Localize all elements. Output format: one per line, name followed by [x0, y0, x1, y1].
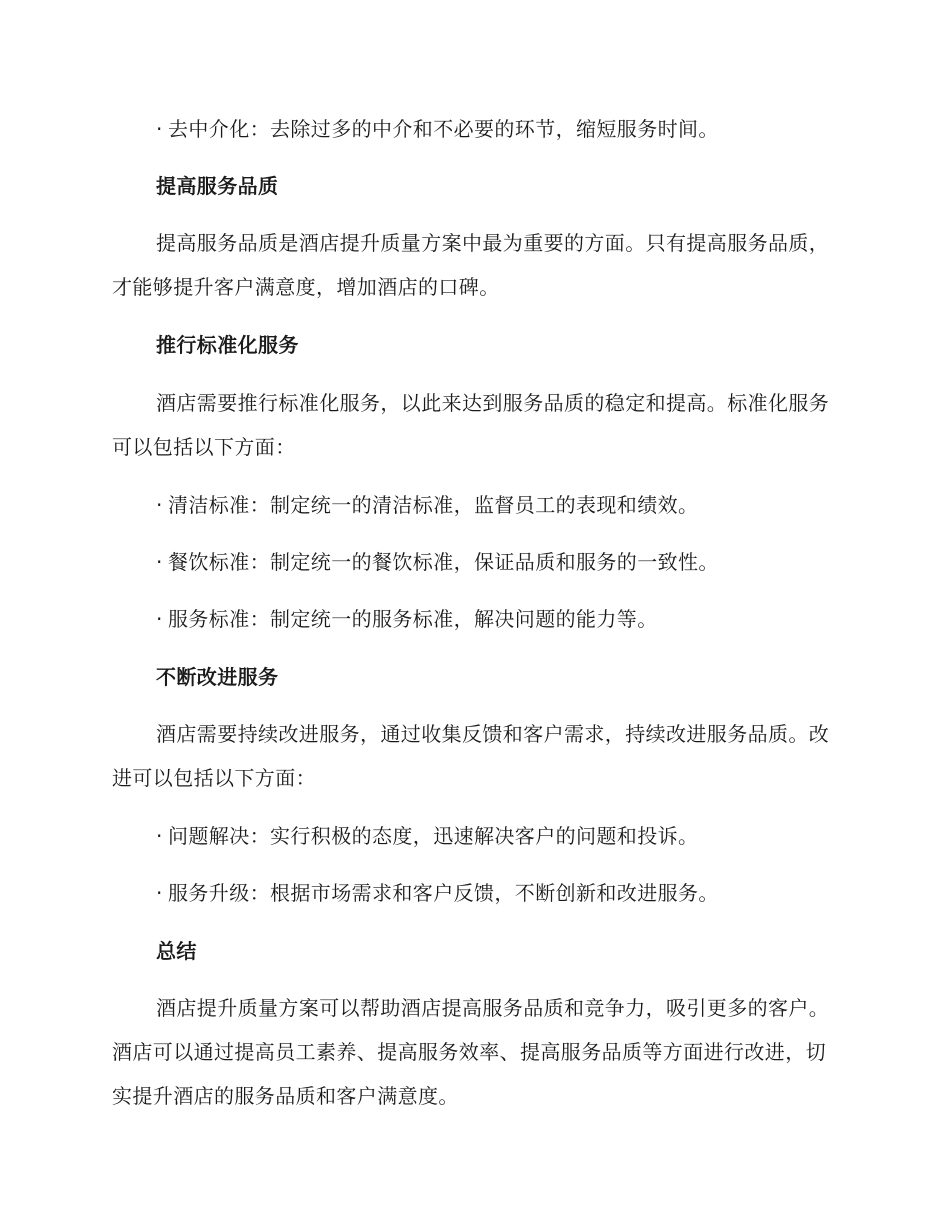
bullet-item-cleaning	[112, 483, 832, 527]
bullet-marker: ·	[156, 550, 163, 574]
paragraph-summary: 酒店提升质量方案可以帮助酒店提高服务品质和竞争力，吸引更多的客户。酒店可以通过提高员工素养、提高服务效率、提高服务品质等方面进行改进，切实提升酒店的服务品质和客户满意度。	[112, 996, 830, 1108]
bullet-marker: ·	[156, 881, 163, 905]
bullet-item-catering	[112, 540, 832, 584]
paragraph-quality: 提高服务品质是酒店提升质量方案中最为重要的方面。只有提高服务品质，才能够提升客户满意度，增加酒店的口碑。	[112, 231, 830, 299]
bullet-marker: ·	[156, 493, 163, 517]
bullet-item-service-upgrade	[112, 871, 832, 915]
bullet-marker: ·	[156, 824, 163, 848]
bullet-marker: ·	[156, 607, 163, 631]
bullet-text: 清洁标准：制定统一的清洁标准，监督员工的表现和绩效。	[168, 493, 699, 517]
bullet-text: 去中介化：去除过多的中介和不必要的环节，缩短服务时间。	[168, 117, 719, 141]
bullet-text: 服务标准：制定统一的服务标准，解决问题的能力等。	[168, 607, 658, 631]
bullet-item-problem-solving	[112, 814, 832, 858]
section-heading-summary: 总结	[156, 939, 197, 963]
bullet-text: 餐饮标准：制定统一的餐饮标准，保证品质和服务的一致性。	[168, 550, 719, 574]
bullet-marker: ·	[156, 117, 163, 141]
bullet-item-service	[112, 597, 832, 641]
section-heading-standard: 推行标准化服务	[156, 333, 299, 357]
section-heading-quality: 提高服务品质	[156, 174, 279, 198]
paragraph-improve: 酒店需要持续改进服务，通过收集反馈和客户需求，持续改进服务品质。改进可以包括以下方面：	[112, 722, 830, 790]
bullet-text: 服务升级：根据市场需求和客户反馈，不断创新和改进服务。	[168, 881, 719, 905]
bullet-item-intermediary	[112, 107, 832, 151]
section-heading-improve: 不断改进服务	[156, 665, 279, 689]
bullet-text: 问题解决：实行积极的态度，迅速解决客户的问题和投诉。	[168, 824, 699, 848]
paragraph-standard: 酒店需要推行标准化服务，以此来达到服务品质的稳定和提高。标准化服务可以包括以下方面：	[112, 391, 830, 459]
